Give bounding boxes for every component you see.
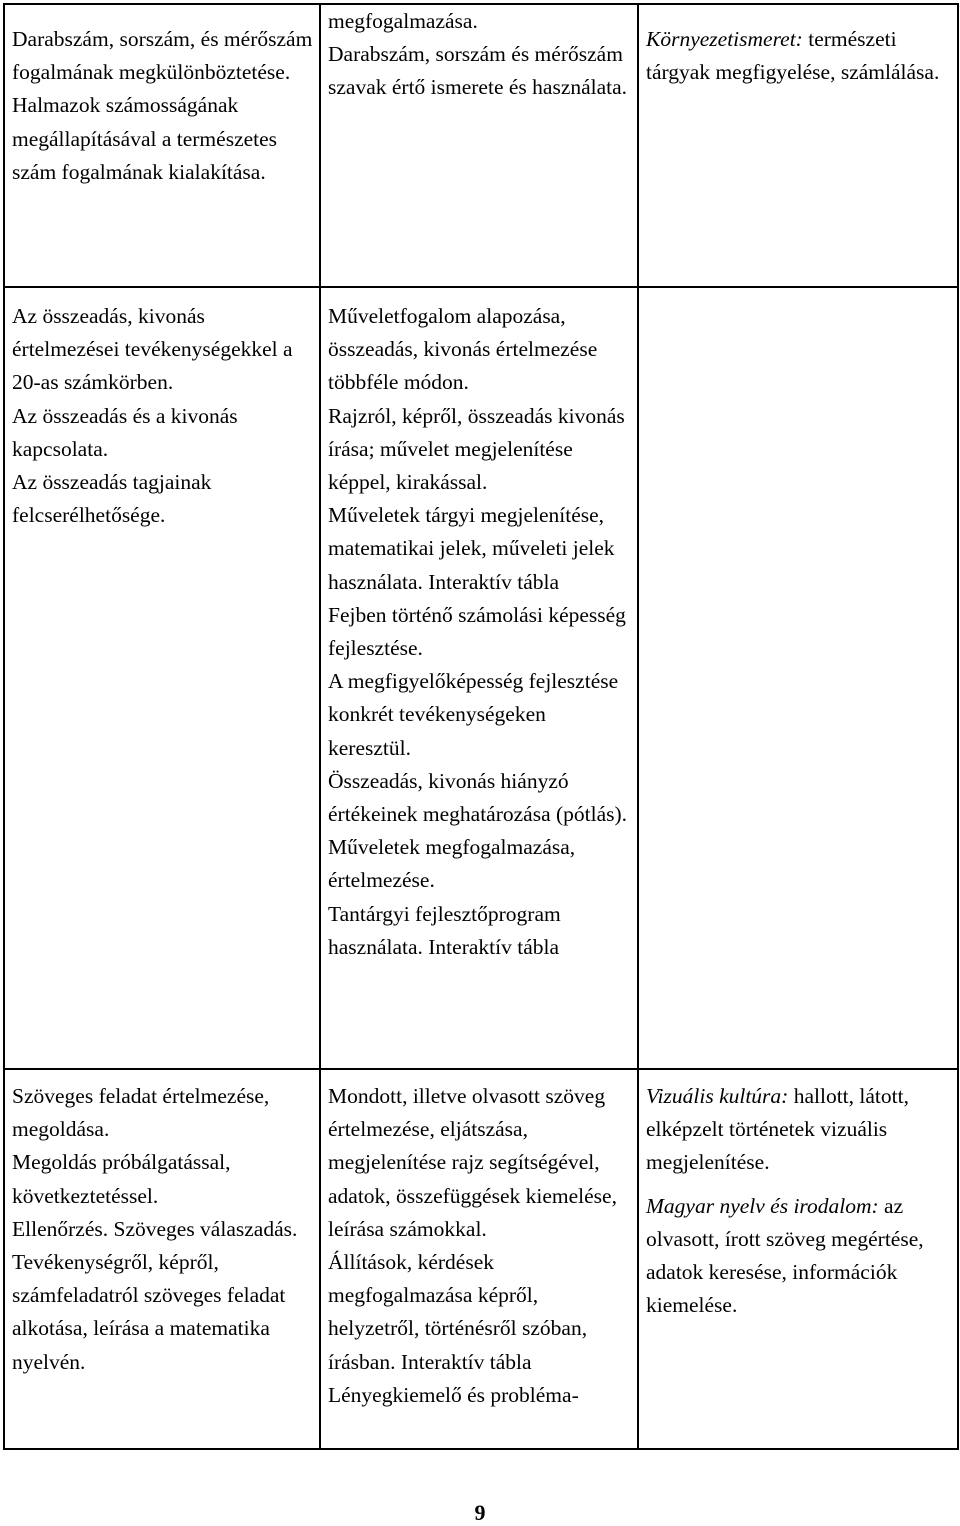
content-cell — [4, 1069, 320, 1449]
link-text: természeti tárgyak megfigyelése, számlálása. — [646, 27, 940, 85]
table-row — [4, 4, 958, 287]
subject-name: Vizuális kultúra: — [646, 1084, 789, 1108]
cross-curricular-link — [646, 1190, 951, 1323]
content-text: Ellenőrzés. Szöveges válaszadás. — [12, 1216, 298, 1241]
activity-text: Darabszám, sorszám és mérőszám szavak értő ismerete és használata. — [328, 42, 628, 100]
activity-text: megfogalmazása. — [328, 9, 478, 33]
activity-text: A megfigyelőképesség fejlesztése konkrét tevékenységeken keresztül. — [328, 669, 619, 760]
activity-text: Mondott, illetve olvasott szöveg értelmezése, eljátszása, megjelenítése rajz segítségével, adatok, összefüggések kiemelése, leírása számokkal. — [328, 1084, 617, 1241]
table-row — [4, 1069, 958, 1449]
activity-text: Fejben történő számolási képesség fejlesztése. — [328, 602, 626, 661]
activity-text: Tantárgyi fejlesztőprogram használata. Interaktív tábla — [328, 901, 561, 959]
link-text: hallott, látott, elképzelt történetek vizuális megjelenítése. — [646, 1084, 909, 1175]
activity-text: Műveletek tárgyi megjelenítése, matematikai jelek, műveleti jelek használata. Interaktív tábla — [328, 503, 615, 594]
activity-text: Lényegkiemelő és probléma- — [328, 1382, 579, 1407]
curriculum-table — [3, 3, 959, 1450]
subject-name: Magyar nyelv és irodalom: — [646, 1193, 879, 1218]
cross-curricular-link — [646, 1080, 951, 1180]
activity-cell — [320, 1069, 638, 1449]
activity-text: Műveletek megfogalmazása, értelmezése. — [328, 835, 576, 893]
activity-text: Összeadás, kivonás hiányzó értékeinek meghatározása (pótlás). — [328, 768, 628, 827]
activity-text: Műveletfogalom alapozása, összeadás, kivonás értelmezése többféle módon. — [328, 304, 598, 395]
content-cell — [4, 4, 320, 287]
activity-text: Állítások, kérdések megfogalmazása képről, helyzetről, történésről szóban, írásban. Interaktív tábla — [328, 1250, 588, 1374]
content-text: Darabszám, sorszám, és mérőszám fogalmának megkülönböztetése. — [12, 27, 313, 85]
link-cell — [638, 1069, 958, 1449]
cross-curricular-link — [646, 23, 951, 89]
content-text: Az összeadás, kivonás értelmezései tevékenységekkel a 20-as számkörben. — [12, 304, 293, 395]
content-text: Az összeadás tagjainak felcserélhetősége. — [12, 470, 212, 528]
link-text: az olvasott, írott szöveg megértése, adatok keresése, információk kiemelése. — [646, 1193, 924, 1318]
content-text: Halmazok számosságának megállapításával a természetes szám fogalmának kialakítása. — [12, 93, 278, 184]
content-text: Tevékenységről, képről, számfeladatról szöveges feladat alkotása, leírása a matematika nyelvén. — [12, 1250, 286, 1374]
activity-cell — [320, 287, 638, 1069]
content-text: Megoldás próbálgatással, következtetéssel. — [12, 1150, 231, 1208]
link-cell — [638, 4, 958, 287]
link-cell — [638, 287, 958, 1069]
activity-cell — [320, 4, 638, 287]
subject-name: Környezetismeret: — [646, 27, 803, 51]
page-number: 9 — [474, 1500, 486, 1525]
table-row — [4, 287, 958, 1069]
activity-text: Rajzról, képről, összeadás kivonás írása; művelet megjelenítése képpel, kirakással. — [328, 403, 625, 495]
content-text: Szöveges feladat értelmezése, megoldása. — [12, 1084, 270, 1142]
content-cell — [4, 287, 320, 1069]
content-text: Az összeadás és a kivonás kapcsolata. — [12, 403, 238, 461]
